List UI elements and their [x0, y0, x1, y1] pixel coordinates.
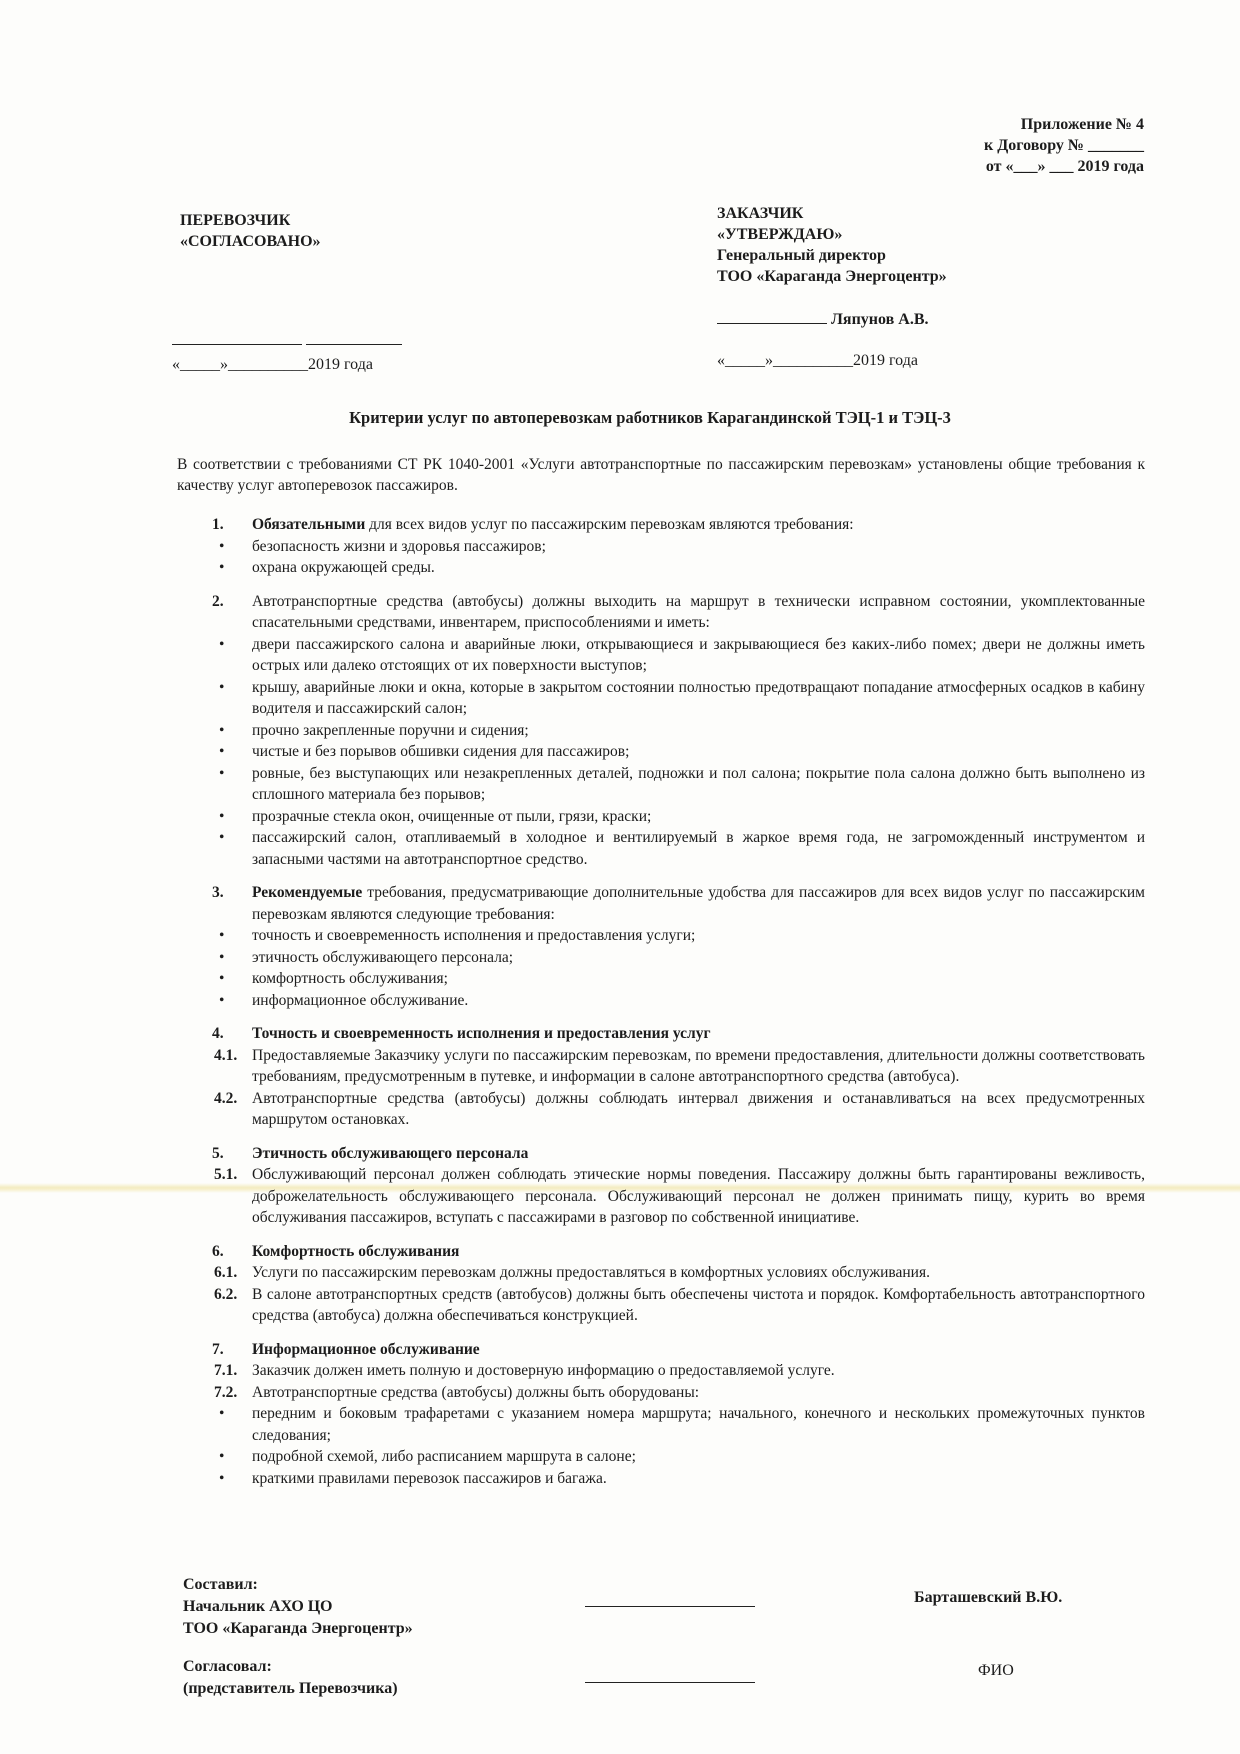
section-number: 2. — [212, 592, 224, 610]
intro-paragraph: В соответствии с требованиями СТ РК 1040-2001 «Услуги автотранспортные по пассажирским перевозкам» установлены общие требования к качеству услуг автоперевозок пассажиров. — [177, 456, 1145, 494]
section-text: Автотранспортные средства (автобусы) должны выходить на маршрут в технически исправном состоянии, укомплектованные спасательными средствами, инвентарем, приспособлениями и иметь: — [252, 592, 1145, 631]
customer-date: «_____»__________2019 года — [717, 352, 918, 369]
subclause-number: 6.1. — [214, 1264, 238, 1281]
bullet-item — [177, 806, 1145, 828]
bullet-item — [177, 720, 1145, 742]
criteria-sections — [177, 514, 1145, 1489]
subclause-item — [177, 1382, 1145, 1404]
item-text: передним и боковым трафаретами с указанием номера маршрута; начального, конечного и нескольких промежуточных пунктов следования; — [252, 1405, 1145, 1444]
section-heading — [177, 1023, 1145, 1045]
section-number: 7. — [212, 1340, 224, 1358]
compiled-block — [183, 1574, 413, 1640]
compiled-company: ТОО «Караганда Энергоцентр» — [183, 1620, 413, 1637]
bullet-marker: • — [219, 743, 225, 760]
bullet-item — [177, 1403, 1145, 1446]
bullet-item — [177, 677, 1145, 720]
section-gap — [177, 579, 1145, 591]
bullet-marker: • — [219, 927, 225, 944]
bullet-marker: • — [219, 635, 225, 653]
bullet-marker: • — [219, 1448, 225, 1465]
subclause-item — [177, 1045, 1145, 1088]
item-text: чистые и без порывов обшивки сидения для пассажиров; — [252, 743, 630, 760]
bullet-item — [177, 990, 1145, 1012]
agreed-name: ФИО — [978, 1662, 1014, 1679]
bullet-marker: • — [219, 537, 225, 555]
item-text: прочно закрепленные поручни и сидения; — [252, 721, 529, 739]
appendix-contract: к Договору № _______ — [984, 137, 1144, 154]
bullet-item — [177, 557, 1145, 579]
section-lead: Обязательными — [252, 516, 366, 533]
customer-company: ТОО «Караганда Энергоцентр» — [717, 268, 947, 285]
bullet-item — [177, 925, 1145, 947]
bullet-marker: • — [219, 559, 225, 576]
agreed-position: (представитель Перевозчика) — [183, 1680, 398, 1697]
agreed-label: Согласовал: — [183, 1658, 272, 1675]
section-gap — [177, 1327, 1145, 1339]
bullet-marker: • — [219, 970, 225, 987]
item-text: В салоне автотранспортных средств (автобусов) должны быть обеспечены чистота и порядок. Комфортабельность автотранспортного средства (автобуса) должна обеспечиваться конструкцией. — [252, 1285, 1145, 1324]
section-text: требования, предусматривающие дополнительные удобства для пассажиров для всех видов услуг по пассажирским перевозкам являются следующие требования: — [252, 884, 1145, 923]
section-number: 5. — [212, 1144, 224, 1162]
item-text: Автотранспортные средства (автобусы) должны быть оборудованы: — [252, 1383, 700, 1401]
customer-signer: Ляпунов А.В. — [831, 311, 929, 328]
item-text: прозрачные стекла окон, очищенные от пыли, грязи, краски; — [252, 807, 652, 825]
item-text: Обслуживающий персонал должен соблюдать этические нормы поведения. Пассажиру должны быть гарантированы вежливость, доброжелательность обслуживающего персонала. Обслуживающий персонал не должен принимать пищу, курить во время обслуживания пассажиров, вступать с пассажирами в разговор по собственной инициативе. — [252, 1166, 1145, 1226]
carrier-approval: «СОГЛАСОВАНО» — [180, 233, 321, 250]
section-heading — [177, 514, 1145, 536]
section-heading — [177, 591, 1145, 634]
carrier-role: ПЕРЕВОЗЧИК — [180, 212, 291, 229]
appendix-number: Приложение № 4 — [1020, 116, 1144, 133]
item-text: двери пассажирского салона и аварийные люки, открывающиеся и закрывающиеся без каких-либо помех; двери не должны иметь острых или далеко отстоящих от их поверхности выступов; — [252, 635, 1145, 674]
subclause-item — [177, 1284, 1145, 1327]
carrier-signature-line — [172, 330, 402, 350]
item-text: краткими правилами перевозок пассажиров и багажа. — [252, 1469, 607, 1487]
section-number: 4. — [212, 1025, 224, 1042]
bullet-marker: • — [219, 678, 225, 696]
bullet-item — [177, 1468, 1145, 1490]
section-number: 3. — [212, 884, 224, 901]
bullet-item — [177, 827, 1145, 870]
bullet-marker: • — [219, 948, 225, 966]
item-text: пассажирский салон, отапливаемый в холодное и вентилируемый в жаркое время года, не загроможденный инструментом и запасными частями на автотранспортное средство. — [252, 829, 1145, 868]
compiled-signature-line — [585, 1592, 755, 1612]
section-heading — [177, 1143, 1145, 1165]
bullet-item — [177, 947, 1145, 969]
agreed-signature-line — [585, 1668, 755, 1688]
subclause-item — [177, 1164, 1145, 1229]
subclause-number: 7.1. — [214, 1362, 238, 1379]
item-text: информационное обслуживание. — [252, 991, 469, 1009]
appendix-date: от «___» ___ 2019 года — [985, 158, 1144, 175]
bullet-item — [177, 1446, 1145, 1468]
customer-role: ЗАКАЗЧИК — [717, 205, 804, 222]
item-text: ровные, без выступающих или незакрепленных деталей, подножки и пол салона; покрытие пола салона должно быть выполнено из сплошного материала без порывов; — [252, 764, 1145, 803]
item-text: этичность обслуживающего персонала; — [252, 948, 514, 966]
section-heading — [177, 1339, 1145, 1361]
bullet-marker: • — [219, 807, 225, 825]
subclause-item — [177, 1360, 1145, 1382]
subclause-number: 7.2. — [214, 1383, 238, 1401]
item-text: безопасность жизни и здоровья пассажиров; — [252, 537, 546, 555]
section-number: 1. — [212, 516, 224, 533]
section-heading — [177, 1241, 1145, 1263]
section-lead: Информационное обслуживание — [252, 1340, 480, 1358]
section-gap — [177, 1229, 1145, 1241]
bullet-marker: • — [219, 721, 225, 739]
carrier-date: «_____»__________2019 года — [172, 356, 373, 373]
section-lead: Комфортность обслуживания — [252, 1242, 460, 1260]
bullet-item — [177, 741, 1145, 763]
item-text: охрана окружающей среды. — [252, 559, 435, 576]
section-gap — [177, 1131, 1145, 1143]
customer-position: Генеральный директор — [717, 247, 886, 264]
section-lead: Этичность обслуживающего персонала — [252, 1144, 529, 1162]
item-text: Предоставляемые Заказчику услуги по пассажирским перевозкам, по времени предоставления, длительности должны соответствовать требованиям, предусмотренным в путевке, и информации в салоне автотранспортного средства (автобуса). — [252, 1046, 1145, 1085]
item-text: Заказчик должен иметь полную и достоверную информацию о предоставляемой услуге. — [252, 1362, 835, 1379]
bullet-marker: • — [219, 1469, 225, 1487]
item-text: подробной схемой, либо расписанием маршрута в салоне; — [252, 1448, 636, 1465]
bullet-item — [177, 763, 1145, 806]
section-heading — [177, 882, 1145, 925]
section-lead: Точность и своевременность исполнения и предоставления услуг — [252, 1025, 711, 1042]
bullet-marker: • — [219, 829, 225, 846]
section-gap — [177, 870, 1145, 882]
item-text: точность и своевременность исполнения и предоставления услуги; — [252, 927, 696, 944]
section-gap — [177, 1011, 1145, 1023]
appendix-header — [900, 114, 1144, 177]
bullet-item — [177, 968, 1145, 990]
document-title: Критерии услуг по автоперевозкам работников Карагандинской ТЭЦ-1 и ТЭЦ-3 — [349, 408, 951, 427]
subclause-item — [177, 1088, 1145, 1131]
bullet-marker: • — [219, 1405, 225, 1422]
section-lead: Рекомендуемые — [252, 884, 363, 901]
bullet-marker: • — [219, 764, 225, 782]
agreed-block — [183, 1656, 398, 1700]
compiled-name: Барташевский В.Ю. — [914, 1589, 1063, 1606]
subclause-number: 6.2. — [214, 1285, 238, 1303]
subclause-number: 5.1. — [214, 1166, 238, 1183]
compiled-label: Составил: — [183, 1576, 258, 1593]
carrier-block — [180, 210, 321, 252]
item-text: Автотранспортные средства (автобусы) должны соблюдать интервал движения и останавливаться на всех предусмотренных маршрутом остановках. — [252, 1089, 1145, 1128]
item-text: крышу, аварийные люки и окна, которые в закрытом состоянии полностью предотвращают попадание атмосферных осадков в кабину водителя и пассажирский салон; — [252, 678, 1145, 717]
bullet-item — [177, 536, 1145, 558]
subclause-number: 4.2. — [214, 1089, 238, 1107]
compiled-position: Начальник АХО ЦО — [183, 1598, 333, 1615]
customer-block — [717, 203, 947, 287]
subclause-item — [177, 1262, 1145, 1284]
section-number: 6. — [212, 1242, 224, 1260]
customer-signature — [717, 309, 928, 329]
section-text: для всех видов услуг по пассажирским перевозкам являются требования: — [365, 516, 854, 533]
customer-approval: «УТВЕРЖДАЮ» — [717, 226, 843, 243]
bullet-item — [177, 634, 1145, 677]
item-text: комфортность обслуживания; — [252, 970, 448, 987]
subclause-number: 4.1. — [214, 1046, 238, 1064]
bullet-marker: • — [219, 991, 225, 1009]
item-text: Услуги по пассажирским перевозкам должны предоставляться в комфортных условиях обслуживания. — [252, 1264, 930, 1281]
